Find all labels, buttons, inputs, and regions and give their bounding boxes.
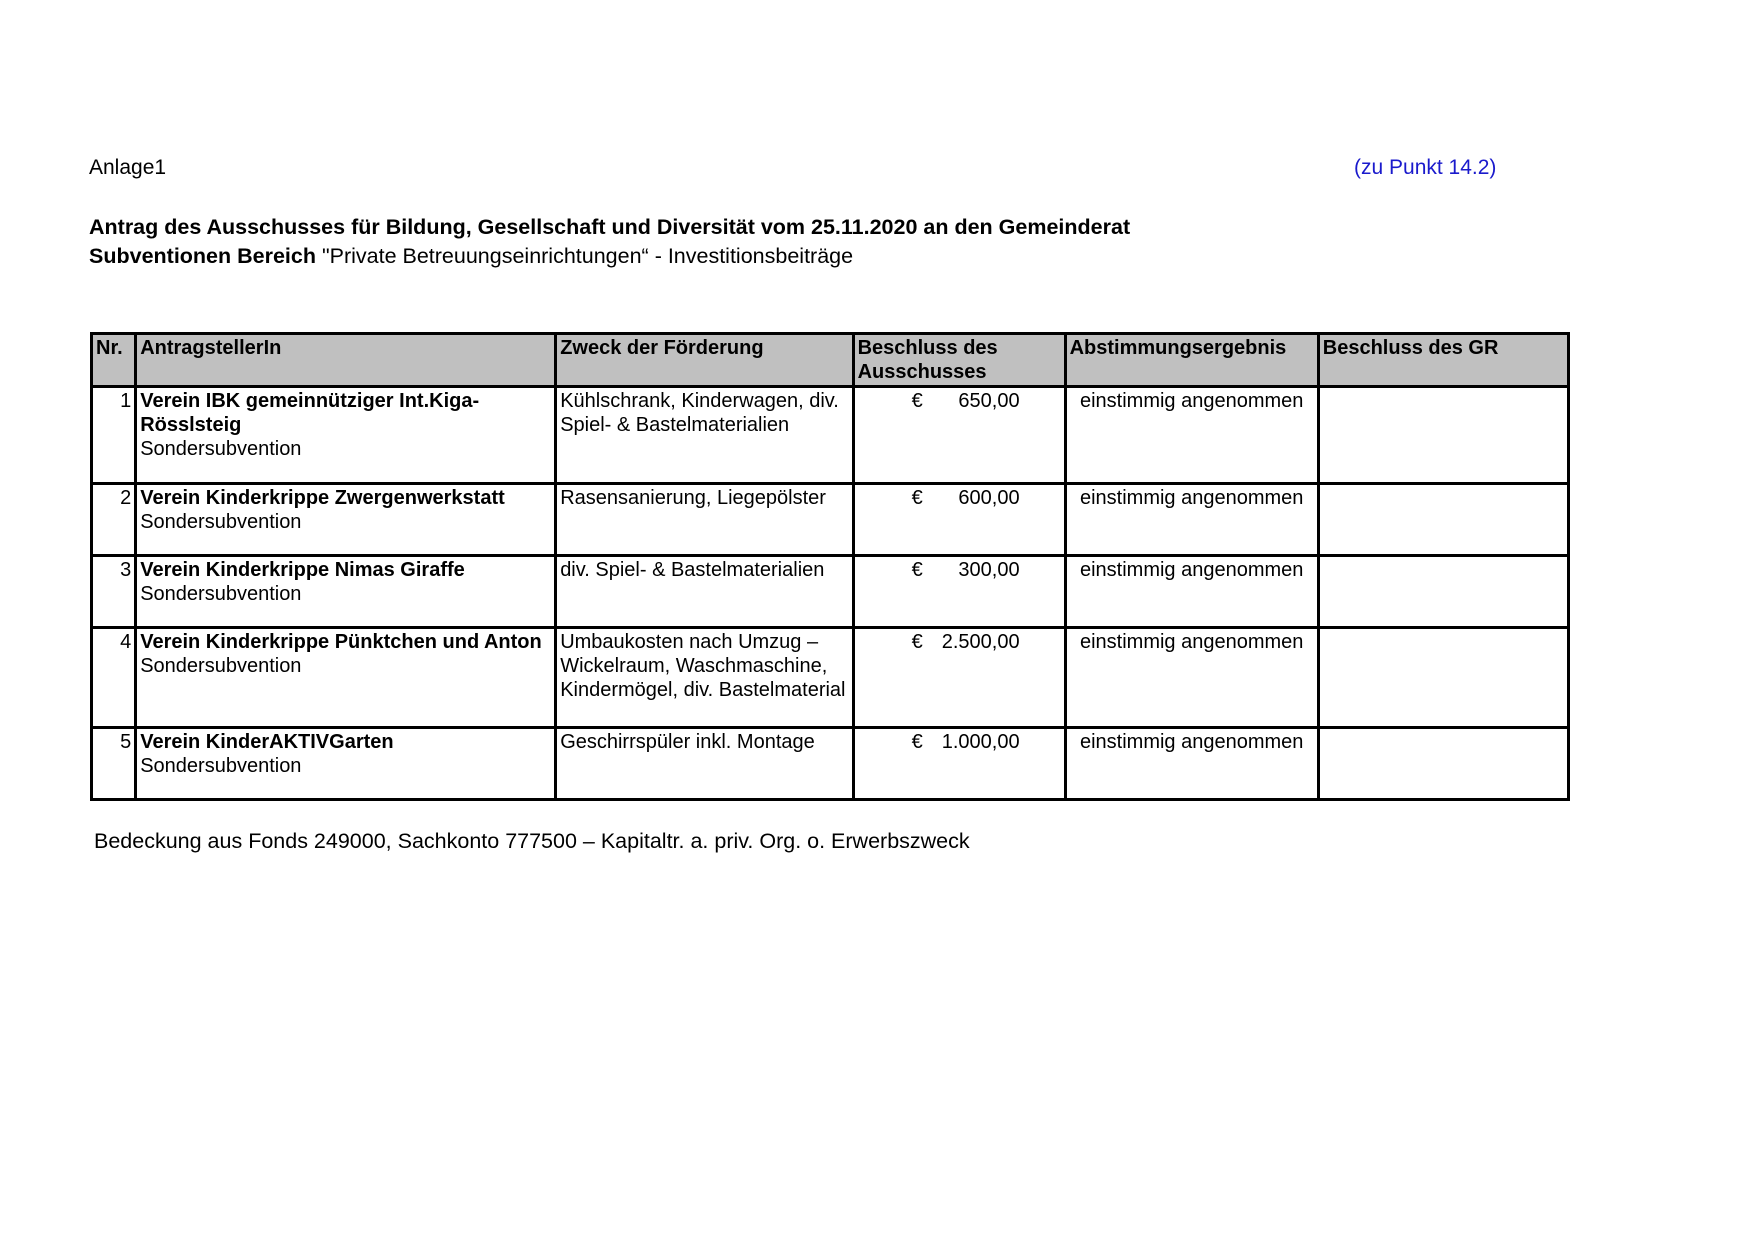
row-number: 2 xyxy=(92,484,136,556)
amount-cell xyxy=(853,387,1065,484)
council-decision-cell xyxy=(1318,387,1568,484)
table-header-row xyxy=(92,334,1569,387)
subsidy-type: Sondersubvention xyxy=(140,583,302,605)
applicant-name: Verein Kinderkrippe Nimas Giraffe xyxy=(140,559,465,581)
applicant-cell xyxy=(136,628,556,728)
applicant-cell xyxy=(136,484,556,556)
applicant-name: Verein Kinderkrippe Zwergenwerkstatt xyxy=(140,487,505,509)
document-title: Antrag des Ausschusses für Bildung, Gesellschaft und Diversität vom 25.11.2020 an den Gemeinderat xyxy=(89,215,1131,239)
table-row xyxy=(92,387,1569,484)
amount-cell xyxy=(853,484,1065,556)
vote-result-cell: einstimmig angenommen xyxy=(1065,387,1318,484)
column-header-vote-result: Abstimmungsergebnis xyxy=(1065,334,1318,387)
amount-cell xyxy=(853,728,1065,800)
purpose-cell: div. Spiel- & Bastelmaterialien xyxy=(556,556,853,628)
council-decision-cell xyxy=(1318,556,1568,628)
applicant-cell xyxy=(136,387,556,484)
purpose-cell: Umbaukosten nach Umzug – Wickelraum, Waschmaschine, Kindermögel, div. Bastelmaterial xyxy=(556,628,853,728)
applicant-cell xyxy=(136,556,556,628)
column-header-nr: Nr. xyxy=(92,334,136,387)
applicant-name: Verein IBK gemeinnütziger Int.Kiga-Rösslsteig xyxy=(140,390,480,436)
subtitle-rest: "Private Betreuungseinrichtungen“ - Investitionsbeiträge xyxy=(316,244,854,268)
table-row xyxy=(92,728,1569,800)
table-row xyxy=(92,484,1569,556)
subtitle-bold: Subventionen Bereich xyxy=(89,244,316,268)
row-number: 5 xyxy=(92,728,136,800)
applicant-name: Verein KinderAKTIVGarten xyxy=(140,731,394,753)
amount-value: 300,00 xyxy=(958,559,1020,581)
currency-symbol: € xyxy=(911,731,923,753)
row-number: 3 xyxy=(92,556,136,628)
table-row xyxy=(92,556,1569,628)
amount-value: 2.500,00 xyxy=(941,631,1020,653)
column-header-applicant: AntragstellerIn xyxy=(136,334,556,387)
amount-cell xyxy=(853,556,1065,628)
applicant-cell xyxy=(136,728,556,800)
vote-result-cell: einstimmig angenommen xyxy=(1065,556,1318,628)
subsidy-table xyxy=(90,332,1570,801)
subsidy-type: Sondersubvention xyxy=(140,438,302,460)
amount-value: 650,00 xyxy=(958,390,1020,412)
vote-result-cell: einstimmig angenommen xyxy=(1065,728,1318,800)
applicant-name: Verein Kinderkrippe Pünktchen und Anton xyxy=(140,631,542,653)
column-header-purpose: Zweck der Förderung xyxy=(556,334,853,387)
council-decision-cell xyxy=(1318,628,1568,728)
amount-cell xyxy=(853,628,1065,728)
attachment-label: Anlage1 xyxy=(89,156,167,179)
vote-result-cell: einstimmig angenommen xyxy=(1065,628,1318,728)
agenda-item-reference: (zu Punkt 14.2) xyxy=(1354,156,1497,179)
subsidy-type: Sondersubvention xyxy=(140,755,302,777)
currency-symbol: € xyxy=(911,487,923,509)
council-decision-cell xyxy=(1318,728,1568,800)
council-decision-cell xyxy=(1318,484,1568,556)
subsidy-type: Sondersubvention xyxy=(140,655,302,677)
column-header-committee-decision: Beschluss des Ausschusses xyxy=(853,334,1065,387)
currency-symbol: € xyxy=(911,631,923,653)
row-number: 4 xyxy=(92,628,136,728)
currency-symbol: € xyxy=(911,559,923,581)
row-number: 1 xyxy=(92,387,136,484)
column-header-council-decision: Beschluss des GR xyxy=(1318,334,1568,387)
purpose-cell: Rasensanierung, Liegepölster xyxy=(556,484,853,556)
amount-value: 600,00 xyxy=(958,487,1020,509)
funding-note: Bedeckung aus Fonds 249000, Sachkonto 777500 – Kapitaltr. a. priv. Org. o. Erwerbszweck xyxy=(94,829,970,853)
amount-value: 1.000,00 xyxy=(941,731,1020,753)
purpose-cell: Geschirrspüler inkl. Montage xyxy=(556,728,853,800)
vote-result-cell: einstimmig angenommen xyxy=(1065,484,1318,556)
document-subtitle xyxy=(89,244,853,269)
subsidy-type: Sondersubvention xyxy=(140,511,302,533)
currency-symbol: € xyxy=(911,390,923,412)
purpose-cell: Kühlschrank, Kinderwagen, div. Spiel- & Bastelmaterialien xyxy=(556,387,853,484)
table-row xyxy=(92,628,1569,728)
